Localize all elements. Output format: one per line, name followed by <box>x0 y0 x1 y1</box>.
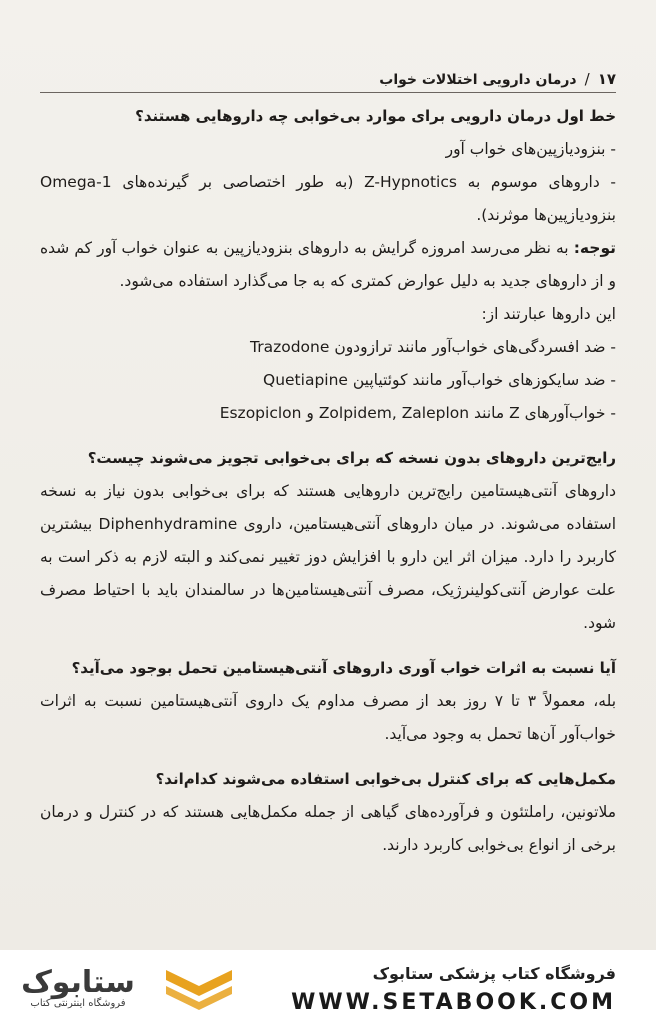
question-3: آیا نسبت به اثرات خواب آوری داروهای آنتی‌هیستامین تحمل بوجود می‌آید؟ <box>71 659 616 677</box>
list-item: - ضد سایکوزهای خواب‌آور مانند کوئتیاپین Quetiapine <box>263 371 616 389</box>
logo-subtitle: فروشگاه اینترنتی کتاب <box>30 997 126 1009</box>
list-item: - ضد افسردگی‌های خواب‌آور مانند ترازودون Trazodone <box>250 338 616 356</box>
logo-text: ستابوک <box>21 964 135 1000</box>
store-name: فروشگاه کتاب پزشکی ستابوک <box>372 964 616 983</box>
answer-2: داروهای آنتی‌هیستامین رایج‌ترین داروهایی هستند که برای بی‌خوابی بدون نیاز به نسخه استفاده می‌شوند. در میان داروهای آنتی‌هیستامین، داروی Diphenhydramine بیشترین کاربرد را دارد. میزان اثر این دارو با افزایش دوز تغییر نمی‌کند و البته لازم به ذکر است به علت عوارض آنتی‌کولینرژیک، مصرف آنتی‌هیستامین‌ها در سالمندان باید با احتیاط مصرف شود. <box>40 482 616 632</box>
header-separator: / <box>584 70 590 88</box>
note-paragraph <box>40 232 616 298</box>
question-2: رایج‌ترین داروهای بدون نسخه که برای بی‌خوابی تجویز می‌شوند چیست؟ <box>87 449 616 467</box>
list-intro: این داروها عبارتند از: <box>481 305 616 323</box>
footer-banner <box>0 950 656 1024</box>
list-item: - خواب‌آورهای Z مانند Zolpidem, Zaleplon و Eszopiclon <box>219 404 616 422</box>
answer-4: ملاتونین، راملتئون و فرآورده‌های گیاهی از جمله مکمل‌هایی هستند که در کنترل و درمان برخی از انواع بی‌خوابی کاربرد دارند. <box>40 803 616 854</box>
page-content <box>40 100 616 862</box>
note-text: به نظر می‌رسد امروزه گرایش به داروهای بنزودیازپین به عنوان خواب آور کم شده و از داروهای جدید به دلیل عوارض کمتری که به جا می‌گذارد استفاده می‌شود. <box>40 239 616 290</box>
note-label: توجه: <box>573 239 616 257</box>
chevron-logo-icon <box>164 966 234 1010</box>
page-header <box>40 58 616 93</box>
list-item: - داروهای موسوم به Z-Hypnotics (به طور اختصاصی بر گیرنده‌های Omega-1 بنزودیازپین‌ها موثرند). <box>40 173 616 224</box>
setabook-logo[interactable] <box>18 962 258 1014</box>
page-number: ۱۷ <box>597 70 616 88</box>
list-item: - بنزودیازپین‌های خواب آور <box>445 140 616 158</box>
store-url-link[interactable]: WWW.SETABOOK.COM <box>291 990 616 1015</box>
answer-3: بله، معمولاً ۳ تا ۷ روز بعد از مصرف مداوم یک داروی آنتی‌هیستامین نسبت به اثرات خواب‌آور آن‌ها تحمل به وجود می‌آید. <box>40 692 617 743</box>
question-1: خط اول درمان دارویی برای موارد بی‌خوابی چه داروهایی هستند؟ <box>135 107 616 125</box>
question-4: مکمل‌هایی که برای کنترل بی‌خوابی استفاده می‌شوند کدام‌اند؟ <box>155 770 616 788</box>
running-title: درمان دارویی اختلالات خواب <box>379 72 577 88</box>
